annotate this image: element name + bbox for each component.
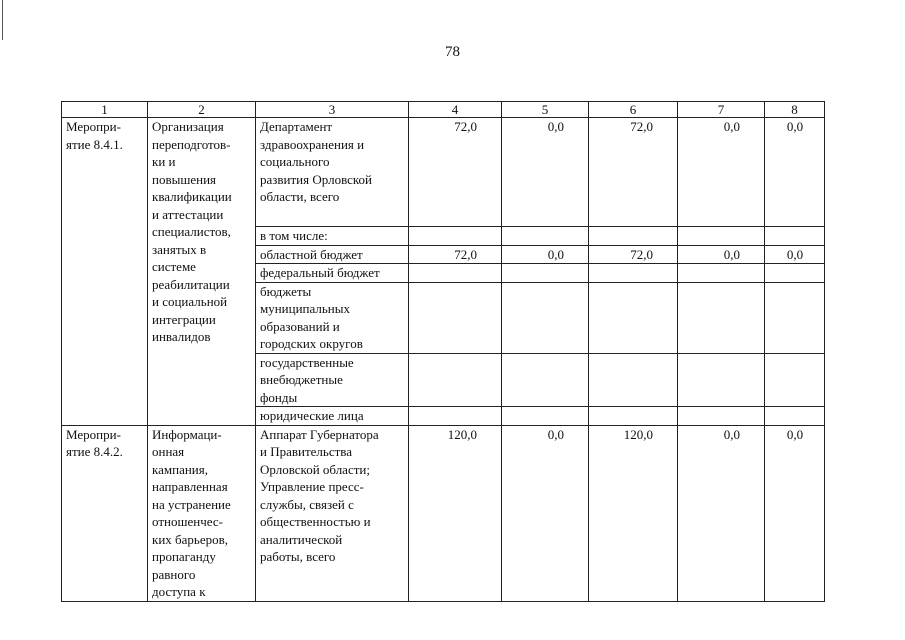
value-col5: 0,0 — [502, 245, 589, 264]
value-col4 — [409, 282, 502, 353]
column-header: 6 — [589, 102, 678, 118]
event-id: Меропри- ятие 8.4.2. — [62, 425, 148, 601]
column-header: 2 — [148, 102, 256, 118]
column-header: 4 — [409, 102, 502, 118]
funding-source: Аппарат Губернатора и Правительства Орловской области; Управление пресс- службы, связей с общественностью и аналитической работы, всего — [256, 425, 409, 601]
value-col4 — [409, 407, 502, 426]
page-number: 78 — [445, 44, 460, 60]
column-header: 3 — [256, 102, 409, 118]
scan-edge-line — [2, 0, 3, 40]
value-col8: 0,0 — [765, 118, 825, 227]
value-col6 — [589, 227, 678, 246]
value-col5 — [502, 227, 589, 246]
value-col8: 0,0 — [765, 245, 825, 264]
budget-table — [61, 101, 825, 602]
value-col8 — [765, 407, 825, 426]
value-col7: 0,0 — [678, 245, 765, 264]
value-col7: 0,0 — [678, 118, 765, 227]
value-col5 — [502, 353, 589, 407]
event-id: Меропри- ятие 8.4.1. — [62, 118, 148, 426]
value-col4 — [409, 353, 502, 407]
value-col8: 0,0 — [765, 425, 825, 601]
column-header: 7 — [678, 102, 765, 118]
value-col7 — [678, 264, 765, 283]
value-col4: 72,0 — [409, 245, 502, 264]
value-col6: 72,0 — [589, 118, 678, 227]
value-col4: 120,0 — [409, 425, 502, 601]
event-name: Информаци- онная кампания, направленная на устранение отношенчес- ких барьеров, пропаганду равного доступа к — [148, 425, 256, 601]
value-col6: 72,0 — [589, 245, 678, 264]
funding-source: в том числе: — [256, 227, 409, 246]
table-row — [62, 118, 825, 227]
funding-source: федеральный бюджет — [256, 264, 409, 283]
funding-source: Департамент здравоохранения и социального развития Орловской области, всего — [256, 118, 409, 227]
value-col8 — [765, 227, 825, 246]
value-col7 — [678, 282, 765, 353]
value-col6 — [589, 282, 678, 353]
funding-source: государственные внебюджетные фонды — [256, 353, 409, 407]
value-col5: 0,0 — [502, 425, 589, 601]
value-col6 — [589, 264, 678, 283]
column-header: 1 — [62, 102, 148, 118]
value-col5 — [502, 264, 589, 283]
column-header: 5 — [502, 102, 589, 118]
funding-source: юридические лица — [256, 407, 409, 426]
value-col7 — [678, 407, 765, 426]
value-col8 — [765, 353, 825, 407]
value-col6 — [589, 407, 678, 426]
value-col4 — [409, 227, 502, 246]
table-row — [62, 425, 825, 601]
value-col6 — [589, 353, 678, 407]
column-header: 8 — [765, 102, 825, 118]
event-name: Организация переподготов- ки и повышения квалификации и аттестации специалистов, занятых в системе реабилитации и социальной интеграции инвалидов — [148, 118, 256, 426]
value-col5 — [502, 407, 589, 426]
table-header-row — [62, 102, 825, 118]
value-col4 — [409, 264, 502, 283]
value-col4: 72,0 — [409, 118, 502, 227]
value-col8 — [765, 282, 825, 353]
value-col5 — [502, 282, 589, 353]
value-col7 — [678, 353, 765, 407]
value-col5: 0,0 — [502, 118, 589, 227]
value-col6: 120,0 — [589, 425, 678, 601]
value-col7: 0,0 — [678, 425, 765, 601]
funding-source: областной бюджет — [256, 245, 409, 264]
funding-source: бюджеты муниципальных образований и городских округов — [256, 282, 409, 353]
value-col7 — [678, 227, 765, 246]
value-col8 — [765, 264, 825, 283]
